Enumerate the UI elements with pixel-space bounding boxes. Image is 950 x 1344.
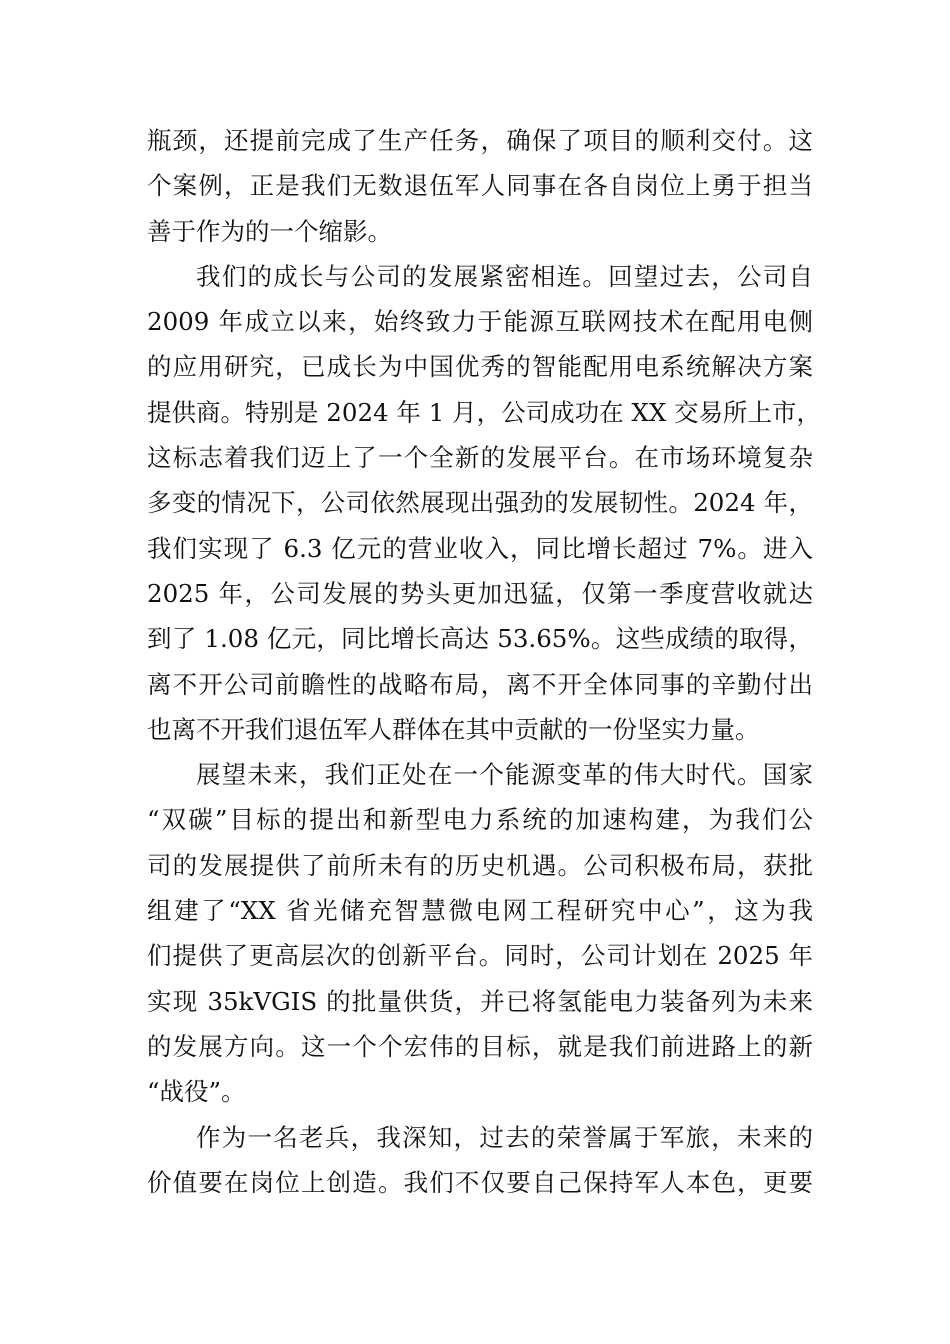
text-line: 我们实现了 6.3 亿元的营业收入，同比增长超过 7%。进入 [147, 533, 813, 563]
paragraph-4 [147, 1115, 813, 1206]
text-line: 价值要在岗位上创造。我们不仅要自己保持军人本色，更要 [147, 1167, 813, 1197]
text-line: 我们的成长与公司的发展紧密相连。回望过去，公司自 [196, 261, 813, 291]
text-line: 展望未来，我们正处在一个能源变革的伟大时代。国家 [196, 760, 813, 790]
text-line: “双碳”目标的提出和新型电力系统的加速构建，为我们公 [147, 805, 813, 835]
text-line: 实现 35kVGIS 的批量供货，并已将氢能电力装备列为未来 [147, 986, 813, 1016]
text-line: 作为一名老兵，我深知，过去的荣誉属于军旅，未来的 [196, 1122, 813, 1152]
text-line: 的发展方向。这一个个宏伟的目标，就是我们前进路上的新 [147, 1031, 813, 1061]
text-line: 司的发展提供了前所未有的历史机遇。公司积极布局，获批 [147, 850, 813, 880]
text-line: 的应用研究，已成长为中国优秀的智能配用电系统解决方案 [147, 352, 813, 382]
paragraph-2 [147, 254, 822, 752]
text-line: 2009 年成立以来，始终致力于能源互联网技术在配用电侧 [147, 307, 813, 337]
paragraph-3 [147, 752, 813, 1114]
text-line: 到了 1.08 亿元，同比增长高达 53.65%。这些成绩的取得， [147, 624, 813, 654]
text-line: 组建了“XX 省光储充智慧微电网工程研究中心”，这为我 [147, 896, 813, 926]
text-line: 瓶颈，还提前完成了生产任务，确保了项目的顺利交付。这 [147, 126, 813, 155]
text-line: 离不开公司前瞻性的战略布局，离不开全体同事的辛勤付出 [147, 669, 813, 699]
paragraph-1 [147, 118, 813, 254]
text-line: 善于作为的一个缩影。 [147, 216, 392, 246]
text-line: 提供商。特别是 2024 年 1 月，公司成功在 XX 交易所上市， [147, 397, 822, 427]
text-line: 这标志着我们迈上了一个全新的发展平台。在市场环境复杂 [147, 443, 813, 473]
text-line: 个案例，正是我们无数退伍军人同事在各自岗位上勇于担当 [147, 171, 813, 201]
text-line: 们提供了更高层次的创新平台。同时，公司计划在 2025 年 [147, 941, 813, 971]
text-line: “战役”。 [147, 1077, 246, 1107]
text-line: 也离不开我们退伍军人群体在其中贡献的一份坚实力量。 [147, 714, 760, 744]
document-body [147, 118, 822, 1205]
text-line: 2025 年，公司发展的势头更加迅猛，仅第一季度营收就达 [147, 578, 813, 608]
text-line: 多变的情况下，公司依然展现出强劲的发展韧性。2024 年， [147, 488, 813, 518]
